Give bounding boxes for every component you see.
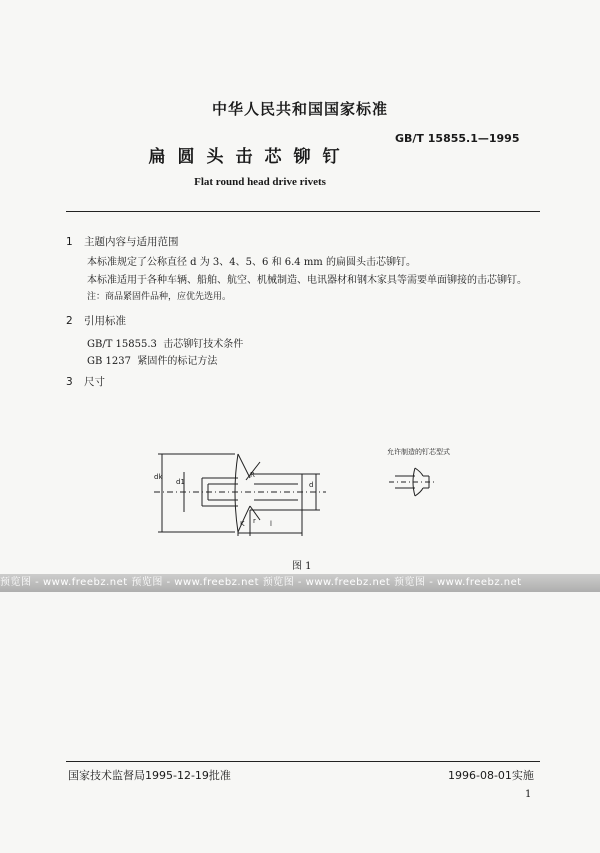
section-title: 引用标准 [84, 315, 126, 327]
implementation-date: 1996-08-01实施 [448, 769, 534, 782]
label-d: d [309, 481, 314, 489]
standard-number: GB/T 15855.1—1995 [395, 132, 520, 145]
reference-item [87, 335, 243, 350]
section-3-heading [66, 374, 105, 389]
label-l: l [270, 520, 272, 528]
page-number: 1 [525, 789, 532, 800]
alt-mandrel-drawing [385, 462, 450, 502]
org-title: 中华人民共和国国家标准 [211, 100, 388, 118]
approval-date: 国家技术监督局1995-12-19批准 [68, 769, 231, 782]
reference-code: GB 1237 [87, 356, 131, 367]
reference-title: 击芯铆钉技术条件 [163, 339, 244, 350]
section-1-para-2: 本标准适用于各种车辆、船舶、航空、机械制造、电讯器材和钢木家具等需要单面铆接的击芯铆钉。 [87, 275, 527, 286]
footer-rule [66, 761, 540, 762]
figure-caption: 图 1 [292, 561, 312, 572]
document-title-cn: 扁圆头击芯铆钉 [148, 147, 352, 167]
reference-code: GB/T 15855.3 [87, 339, 157, 350]
section-1-para-1: 本标准规定了公称直径 d 为 3、4、5、6 和 6.4 mm 的扁圆头击芯铆钉。 [87, 257, 416, 268]
section-number: 2 [66, 315, 73, 327]
section-number: 1 [66, 236, 73, 248]
section-number: 3 [66, 376, 73, 388]
header-rule [66, 211, 540, 212]
section-2-heading [66, 313, 126, 328]
label-r: r [253, 517, 256, 525]
label-K: K [240, 520, 245, 528]
reference-title: 紧固件的标记方法 [137, 356, 218, 367]
section-title: 尺寸 [84, 376, 105, 388]
section-1-heading [66, 234, 179, 249]
reference-item [87, 352, 217, 367]
section-1-note: 注：商品紧固件品种，应优先选用。 [87, 292, 232, 302]
watermark-band: 预览图 - www.freebz.net 预览图 - www.freebz.net 预览图 - www.freebz.net 预览图 - www.freebz.net [0, 574, 600, 592]
alt-form-label: 允许制造的钉芯型式 [387, 448, 450, 456]
label-R: R [250, 471, 255, 479]
label-dk: dk [154, 473, 163, 481]
document-title-en: Flat round head drive rivets [194, 176, 326, 188]
section-title: 主题内容与适用范围 [84, 236, 179, 248]
label-d1: d1 [176, 478, 185, 486]
